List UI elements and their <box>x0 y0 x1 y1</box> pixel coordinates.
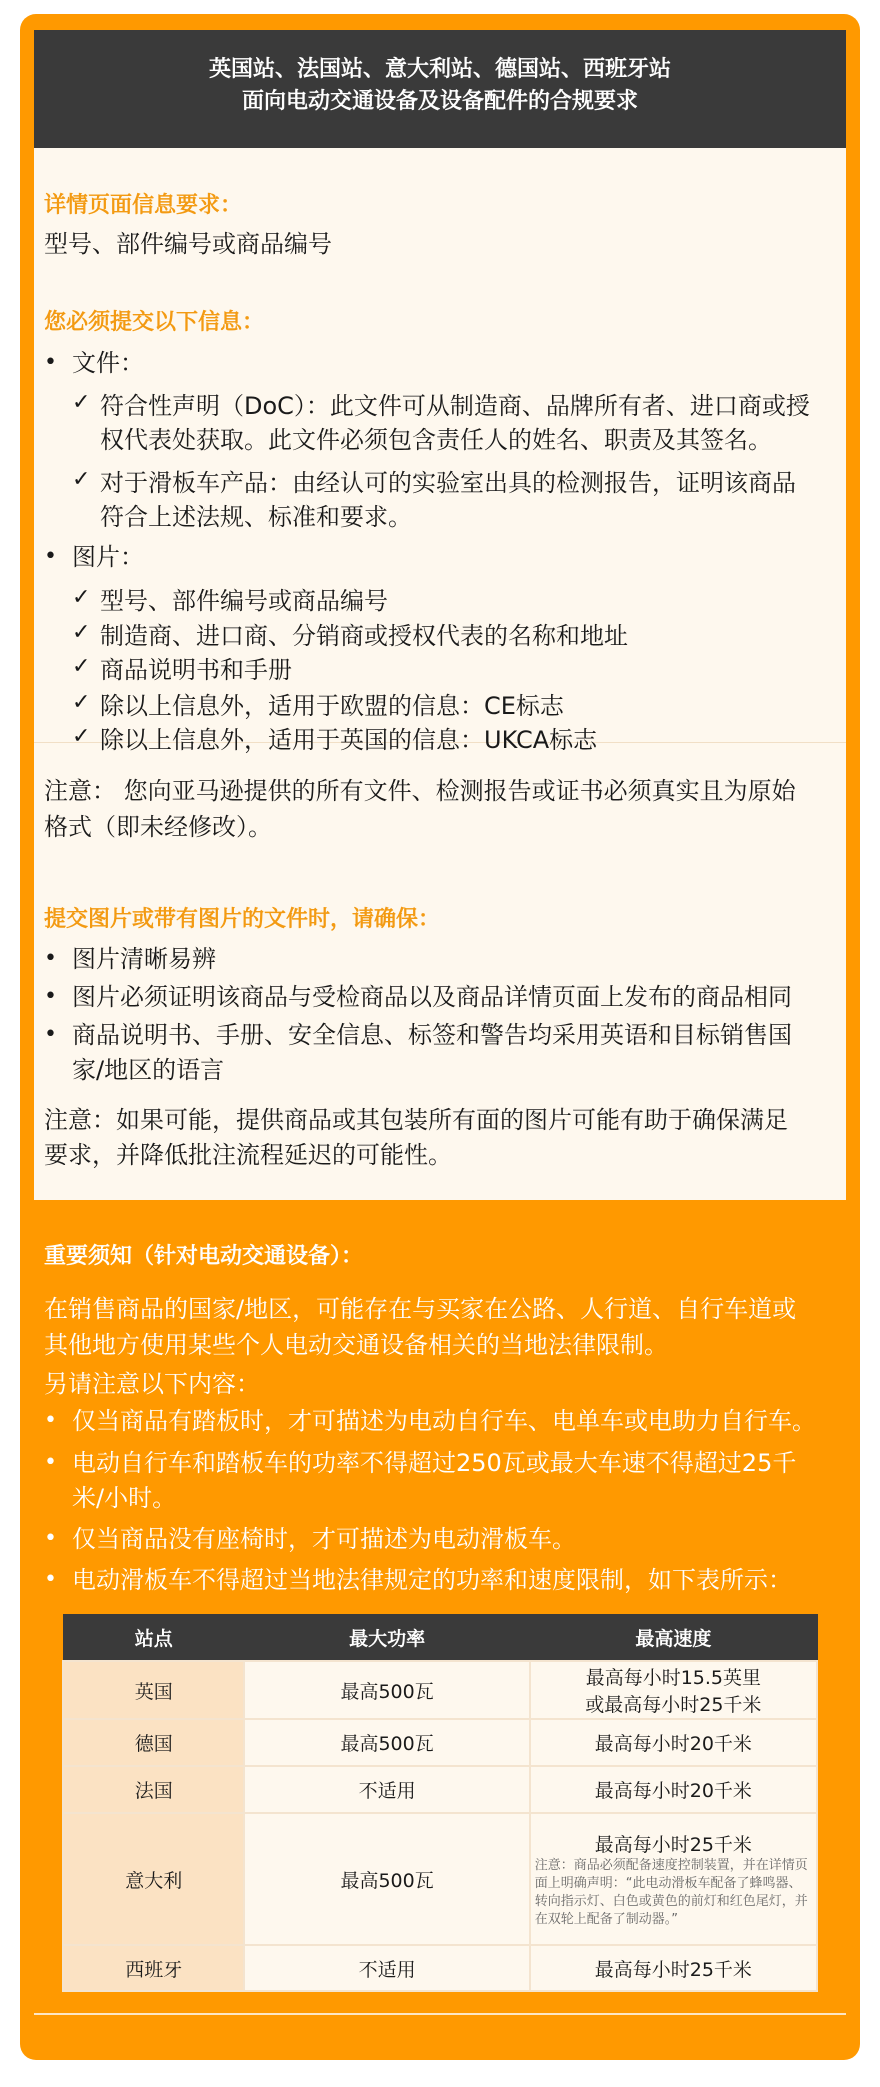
card-header <box>34 30 846 148</box>
important-item-3: 仅当商品没有座椅时，才可描述为电动滑板车。 <box>72 1525 576 1553</box>
site-cell: 西班牙 <box>63 1945 244 1991</box>
image-item-3: 商品说明书和手册 <box>100 656 292 684</box>
important-para-line2: 其他地方使用某些个人电动交通设备相关的当地法律限制。 <box>44 1331 668 1359</box>
images-req-2: 图片必须证明该商品与受检商品以及商品详情页面上发布的商品相同 <box>72 983 792 1011</box>
images-section-title: 提交图片或带有图片的文件时，请确保： <box>44 907 441 932</box>
bottom-divider <box>34 2013 846 2015</box>
site-cell: 意大利 <box>63 1813 244 1945</box>
limits-table <box>62 1614 818 1992</box>
compliance-card <box>20 14 860 2060</box>
images-label: 图片： <box>72 543 144 571</box>
table-row <box>63 1766 817 1813</box>
submit-section-title: 您必须提交以下信息： <box>44 310 265 335</box>
bullet-dot-icon: • <box>44 544 57 569</box>
images-req-1: 图片清晰易辨 <box>72 945 216 973</box>
table-header-power: 最大功率 <box>244 1615 529 1662</box>
table-header-site: 站点 <box>63 1615 244 1662</box>
speed-line1: 最高每小时25千米 <box>594 1833 752 1856</box>
bullet-dot-icon: • <box>44 984 57 1009</box>
images-req-3-line1: 商品说明书、手册、安全信息、标签和警告均采用英语和目标销售国 <box>72 1021 792 1049</box>
power-cell: 最高500瓦 <box>244 1719 529 1766</box>
checkmark-icon: ✓ <box>72 690 91 715</box>
image-item-2: 制造商、进口商、分销商或授权代表的名称和地址 <box>100 622 628 650</box>
details-text: 型号、部件编号或商品编号 <box>44 230 332 258</box>
submit-note-line2: 格式（即未经修改）。 <box>44 813 272 841</box>
checkmark-icon: ✓ <box>72 654 91 679</box>
images-note-line1: 注意：如果可能，提供商品或其包装所有面的图片可能有助于确保满足 <box>44 1106 788 1134</box>
image-item-1: 型号、部件编号或商品编号 <box>100 587 388 615</box>
table-header-speed: 最高速度 <box>530 1615 817 1662</box>
speed-cell: 最高每小时25千米 <box>530 1945 817 1991</box>
site-cell: 英国 <box>63 1661 244 1719</box>
important-item-2-line1: 电动自行车和踏板车的功率不得超过250瓦或最大车速不得超过25千 <box>72 1449 797 1477</box>
doc-item-1-line1: 符合性声明（DoC）：此文件可从制造商、品牌所有者、进口商或授 <box>100 392 810 420</box>
details-section-title: 详情页面信息要求： <box>44 193 243 218</box>
bullet-dot-icon: • <box>44 1526 57 1551</box>
doc-item-2-line2: 符合上述法规、标准和要求。 <box>100 503 412 531</box>
table-row <box>63 1719 817 1766</box>
submit-note-line1: 注意： 您向亚马逊提供的所有文件、检测报告或证书必须真实且为原始 <box>44 777 796 805</box>
docs-label: 文件： <box>72 349 144 377</box>
speed-cell <box>530 1661 817 1719</box>
important-item-4: 电动滑板车不得超过当地法律规定的功率和速度限制，如下表所示： <box>72 1566 792 1594</box>
bullet-dot-icon: • <box>44 946 57 971</box>
bullet-dot-icon: • <box>44 1022 57 1047</box>
speed-cell: 最高每小时20千米 <box>530 1719 817 1766</box>
important-item-2-line2: 米/小时。 <box>72 1484 177 1512</box>
table-row <box>63 1945 817 1991</box>
speed-line2: 或最高每小时25千米 <box>585 1694 762 1716</box>
header-title-line1: 英国站、法国站、意大利站、德国站、西班牙站 <box>208 57 671 82</box>
important-also-note: 另请注意以下内容： <box>44 1370 260 1398</box>
images-note-line2: 要求，并降低批注流程延迟的可能性。 <box>44 1141 452 1169</box>
image-item-4: 除以上信息外，适用于欧盟的信息：CE标志 <box>100 692 564 720</box>
site-cell: 法国 <box>63 1766 244 1813</box>
bullet-dot-icon: • <box>44 1408 57 1433</box>
header-title-line2: 面向电动交通设备及设备配件的合规要求 <box>241 89 638 114</box>
speed-cell: 最高每小时20千米 <box>530 1766 817 1813</box>
table-header-row <box>63 1615 817 1662</box>
image-item-5: 除以上信息外，适用于英国的信息：UKCA标志 <box>100 726 598 754</box>
bullet-dot-icon: • <box>44 350 57 375</box>
checkmark-icon: ✓ <box>72 724 91 749</box>
speed-line1: 最高每小时15.5英里 <box>585 1667 761 1689</box>
important-title: 重要须知（针对电动交通设备）： <box>44 1244 364 1269</box>
important-para-line1: 在销售商品的国家/地区，可能存在与买家在公路、人行道、自行车道或 <box>44 1295 797 1323</box>
checkmark-icon: ✓ <box>72 585 91 610</box>
site-cell: 德国 <box>63 1719 244 1766</box>
checkmark-icon: ✓ <box>72 620 91 645</box>
power-cell: 不适用 <box>244 1945 529 1991</box>
checkmark-icon: ✓ <box>72 390 91 415</box>
bullet-dot-icon: • <box>44 1567 57 1592</box>
checkmark-icon: ✓ <box>72 467 91 492</box>
doc-item-1-line2: 权代表处获取。此文件必须包含责任人的姓名、职责及其签名。 <box>100 426 772 454</box>
doc-item-2-line1: 对于滑板车产品：由经认可的实验室出具的检测报告，证明该商品 <box>100 469 796 497</box>
speed-cell <box>530 1813 817 1945</box>
images-req-3-line2: 家/地区的语言 <box>72 1056 225 1084</box>
bullet-dot-icon: • <box>44 1450 57 1475</box>
power-cell: 不适用 <box>244 1766 529 1813</box>
power-cell: 最高500瓦 <box>244 1813 529 1945</box>
important-item-1: 仅当商品有踏板时，才可描述为电动自行车、电单车或电助力自行车。 <box>72 1407 816 1435</box>
power-cell: 最高500瓦 <box>244 1661 529 1719</box>
table-row <box>63 1813 817 1945</box>
speed-note: 注意：商品必须配备速度控制装置，并在详情页面上明确声明：“此电动滑板车配备了蜂鸣器、转向指示灯、白色或黄色的前灯和红色尾灯，并在双轮上配备了制动器。” <box>534 1857 808 1927</box>
table-row <box>63 1661 817 1719</box>
